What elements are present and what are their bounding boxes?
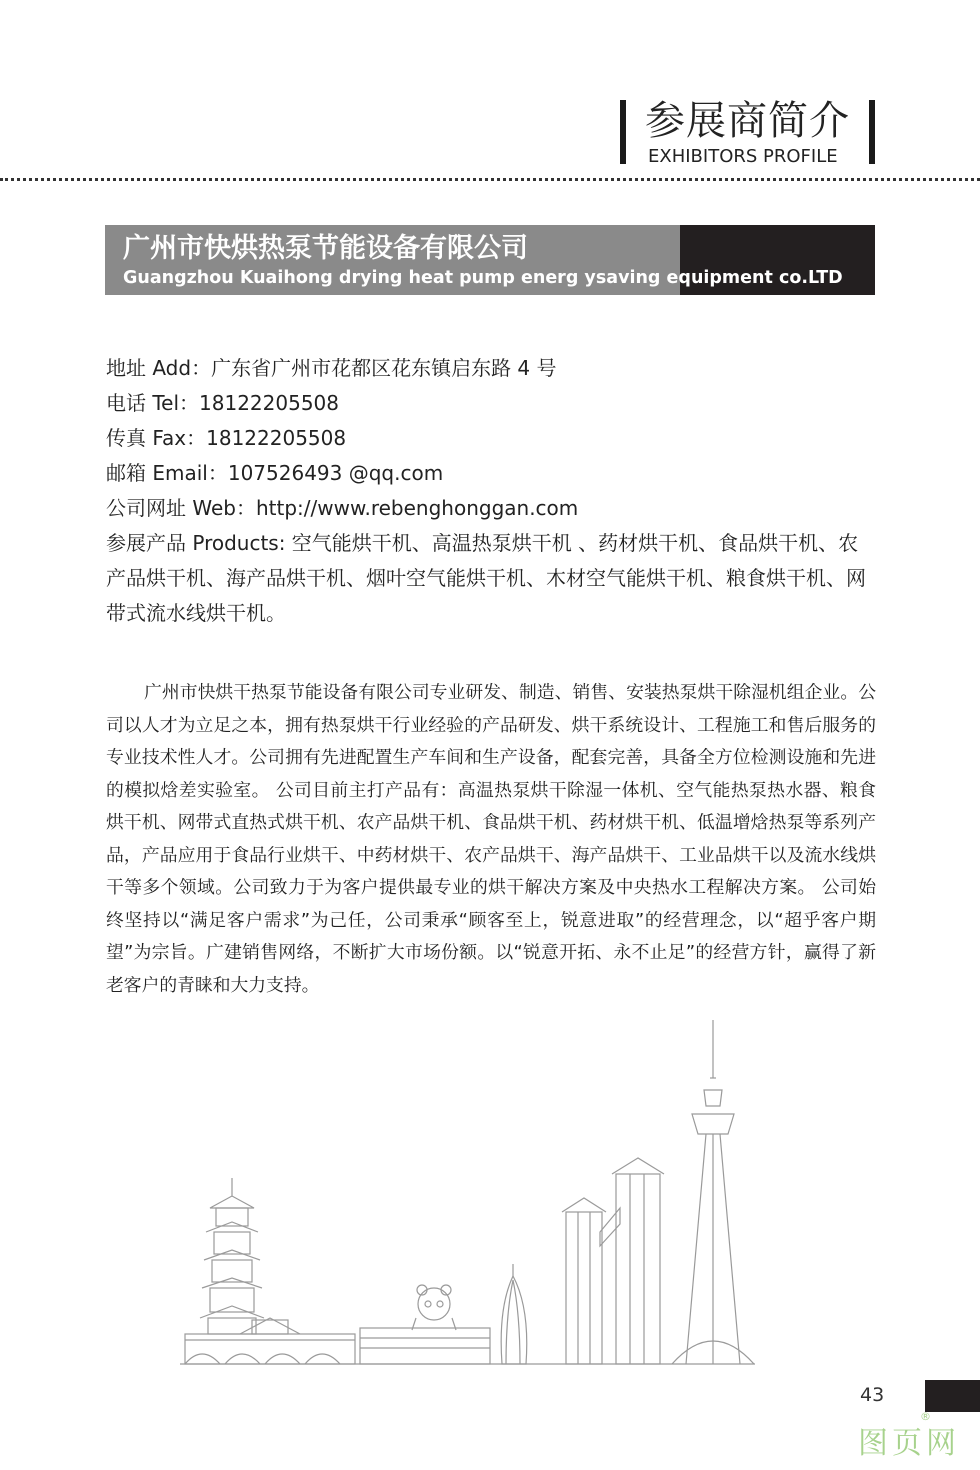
twin-towers-drawing <box>562 1158 664 1364</box>
company-name-en: Guangzhou Kuaihong drying heat pump energ ysaving equipment co.LTD <box>123 268 843 288</box>
contact-email: 邮箱 Email：107526493 @qq.com <box>106 461 444 485</box>
page-title: 参展商简介 <box>645 98 850 144</box>
company-intro: 广州市快烘干热泵节能设备有限公司专业研发、制造、销售、安装热泵烘干除湿机组企业。公司以人才为立足之本，拥有热泵烘干行业经验的产品研发、烘干系统设计、工程施工和售后服务的专业技术性人才。公司拥有先进配置生产车间和生产设备，配套完善，具备全方位检测设施和先进的模拟焓差实验室。 公司目前主打产品有：高温热泵烘干除湿一体机、空气能热泵热水器、粮食烘干机、网带式直热式烘干机、农产品烘干机、食品烘干机、药材烘干机、低温增焓热泵等系列产品，产品应用于食品行业烘干、中药材烘干、农产品烘干、海产品烘干、工业品烘干以及流水线烘干等多个领域。公司致力于为客户提供最专业的烘干解决方案及中央热水工程解决方案。 公司始终坚持以“满足客户需求”为己任，公司秉承“顾客至上，锐意进取”的经营理念，以“超乎客户期望”为宗旨。广建销售网络，不断扩大市场份额。以“锐意开拓、永不止足”的经营方针，赢得了新老客户的青睐和大力支持。 <box>106 682 876 996</box>
contact-web: 公司网址 Web：http://www.rebenghonggan.com <box>106 496 579 520</box>
page-subtitle: EXHIBITORS PROFILE <box>648 146 838 167</box>
watermark-registered-mark: ® <box>920 1410 931 1423</box>
page-number: 43 <box>860 1384 885 1406</box>
page-tab-block <box>925 1380 980 1412</box>
header-bar-right <box>869 100 875 164</box>
watermark-logo: 图页网 <box>858 1426 960 1461</box>
twisted-tower-drawing <box>501 1264 527 1364</box>
company-name-cn: 广州市快烘热泵节能设备有限公司 <box>123 233 528 264</box>
city-skyline-illustration <box>180 1018 760 1368</box>
dotted-divider <box>0 178 980 181</box>
panda-building-drawing <box>360 1285 490 1364</box>
bridge-drawing <box>185 1318 355 1364</box>
contact-block <box>106 351 876 631</box>
contact-address: 地址 Add：广东省广州市花都区花东镇启东路 4 号 <box>106 356 557 380</box>
contact-tel: 电话 Tel：18122205508 <box>106 391 340 415</box>
contact-products: 参展产品 Products: 空气能烘干机、高温热泵烘干机 、药材烘干机、食品烘干机、农产品烘干机、海产品烘干机、烟叶空气能烘干机、木材空气能烘干机、粮食烘干机、网带式流水线烘干机。 <box>106 531 866 625</box>
company-banner <box>105 225 875 295</box>
tv-tower-drawing <box>672 1020 754 1364</box>
contact-fax: 传真 Fax：18122205508 <box>106 426 347 450</box>
header-bar-left <box>620 100 626 164</box>
pagoda-drawing <box>200 1178 264 1334</box>
